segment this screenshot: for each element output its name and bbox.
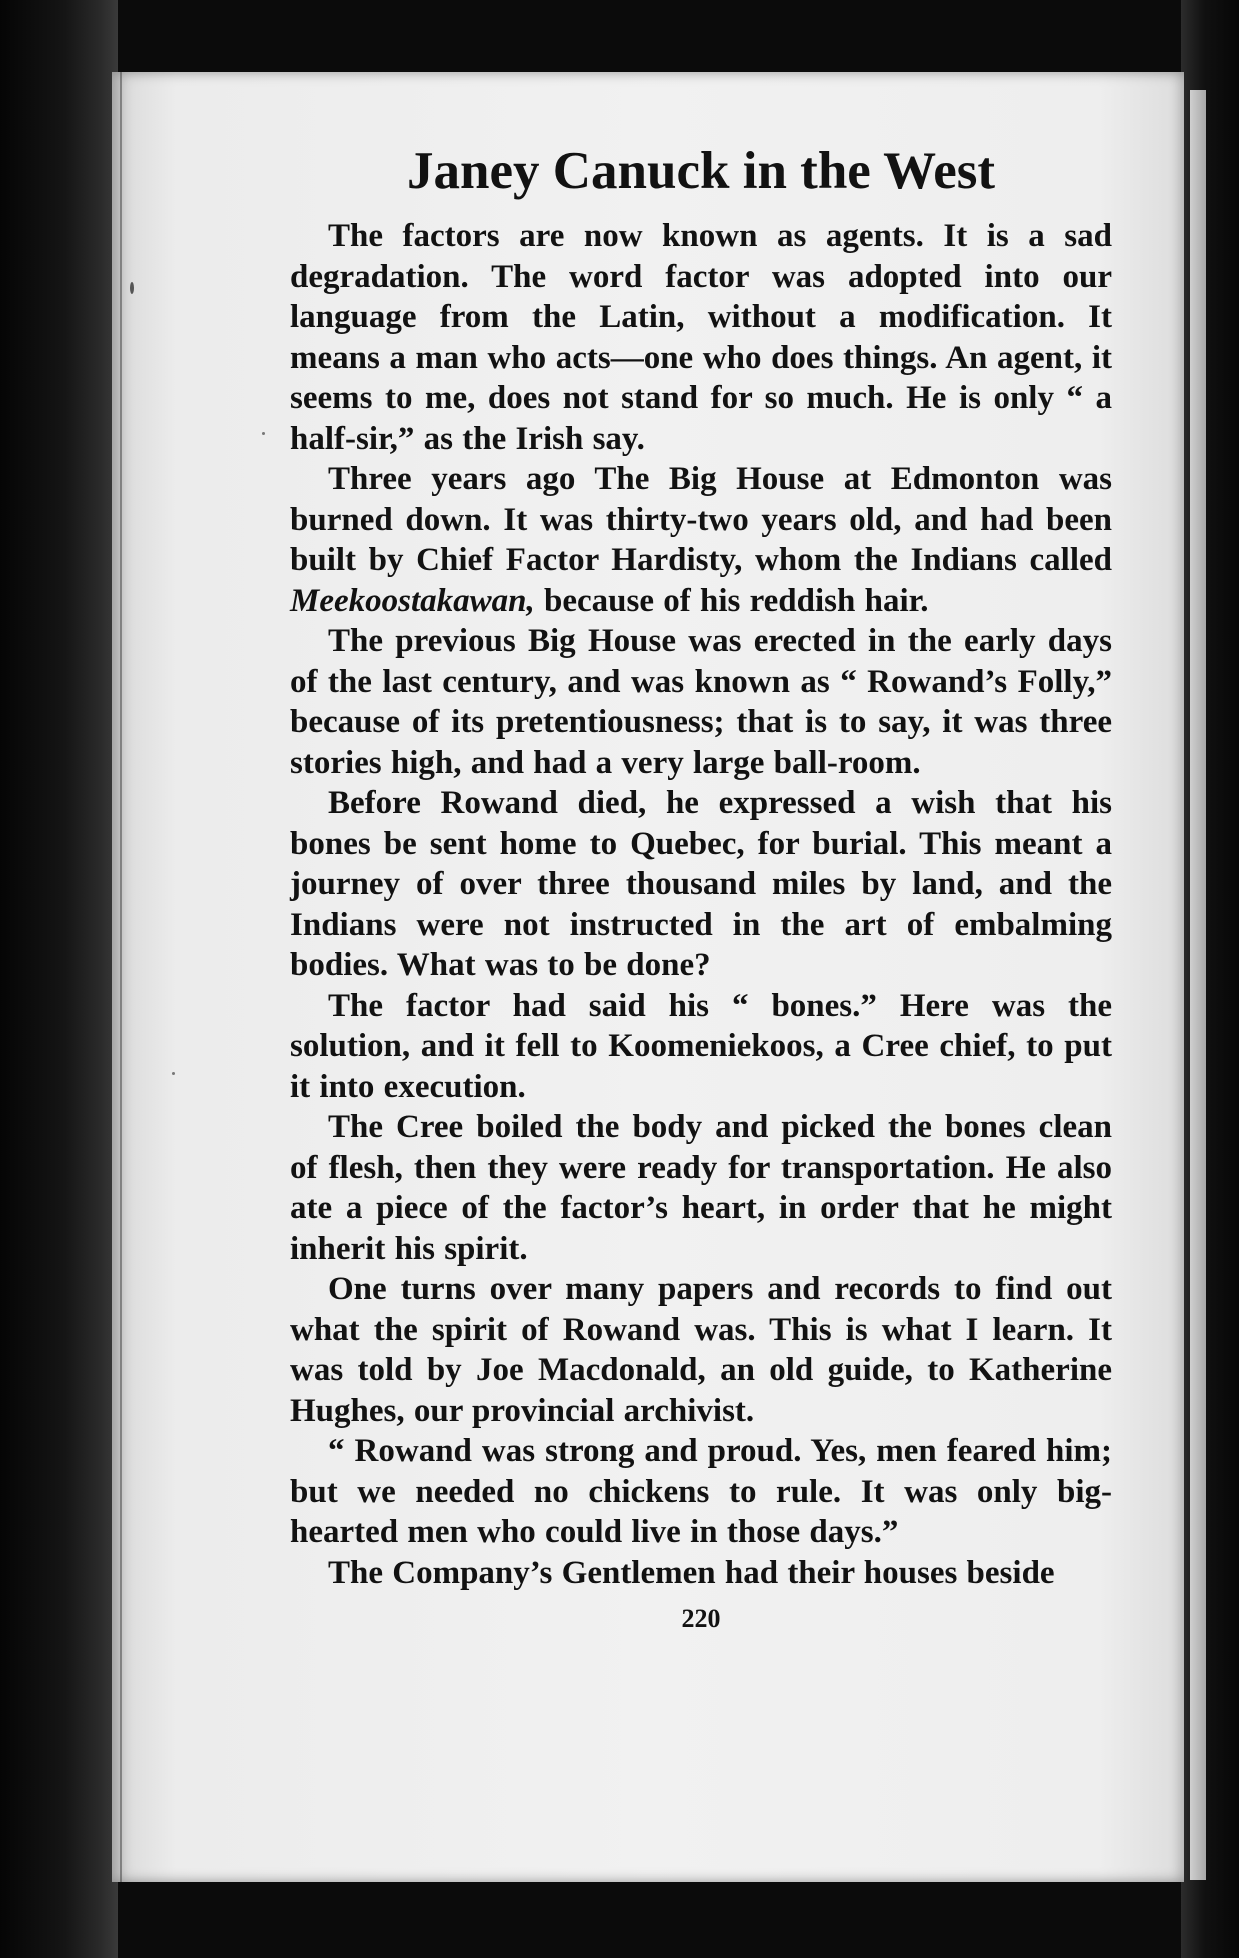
paragraph-text: Three years ago The Big House at Edmonton was burned down. It was thirty-two years old, and had been built by Chief Factor Hardisty, whom the Indians called xyxy=(290,461,1112,578)
paragraph: The factors are now known as agents. It is a sad degradation. The word factor was adopted into our language from the Latin, without a modification. It means a man who acts—one who does things. An agent, it seems to me, does not stand for so much. He is only “ a half-sir,” as the Irish say. xyxy=(290,218,1112,457)
page-text xyxy=(290,140,1112,1639)
running-title: Janey Canuck in the West xyxy=(407,142,995,200)
book-binding-left xyxy=(0,0,118,1958)
paragraph: The previous Big House was erected in the early days of the last century, and was known as “ Rowand’s Folly,” because of its pretentiousness; that is to say, it was three stories high, and had a very large ball-room. xyxy=(290,623,1112,781)
paragraph: The Cree boiled the body and picked the bones clean of flesh, then they were ready for transportation. He also ate a piece of the factor’s heart, in order that he might inherit his spirit. xyxy=(290,1109,1112,1267)
page-margin-crease xyxy=(120,72,122,1882)
page-number: 220 xyxy=(681,1604,721,1633)
paragraph xyxy=(290,459,1112,621)
paragraph: “ Rowand was strong and proud. Yes, men feared him; but we needed no chickens to rule. It was only big-hearted men who could live in those days.” xyxy=(290,1433,1112,1550)
scan-speck xyxy=(172,1072,175,1075)
italic-name: Meekoostakawan, xyxy=(290,582,535,619)
paragraph-text: because of his reddish hair. xyxy=(534,582,929,619)
scan-speck xyxy=(262,432,265,435)
paragraph: The Company’s Gentlemen had their houses beside xyxy=(328,1554,1055,1591)
adjacent-page-edge xyxy=(1190,90,1206,1880)
paragraph: The factor had said his “ bones.” Here was the solution, and it fell to Koomeniekoos, a Cree chief, to put it into execution. xyxy=(290,987,1112,1105)
paragraph: One turns over many papers and records to find out what the spirit of Rowand was. This is what I learn. It was told by Joe Macdonald, an old guide, to Katherine Hughes, our provincial archivist. xyxy=(290,1271,1112,1429)
scan-speck xyxy=(130,282,134,294)
paragraph: Before Rowand died, he expressed a wish that his bones be sent home to Quebec, for burial. This meant a journey of over three thousand miles by land, and the Indians were not instructed in the art of embalming bodies. What was to be done? xyxy=(290,785,1112,983)
